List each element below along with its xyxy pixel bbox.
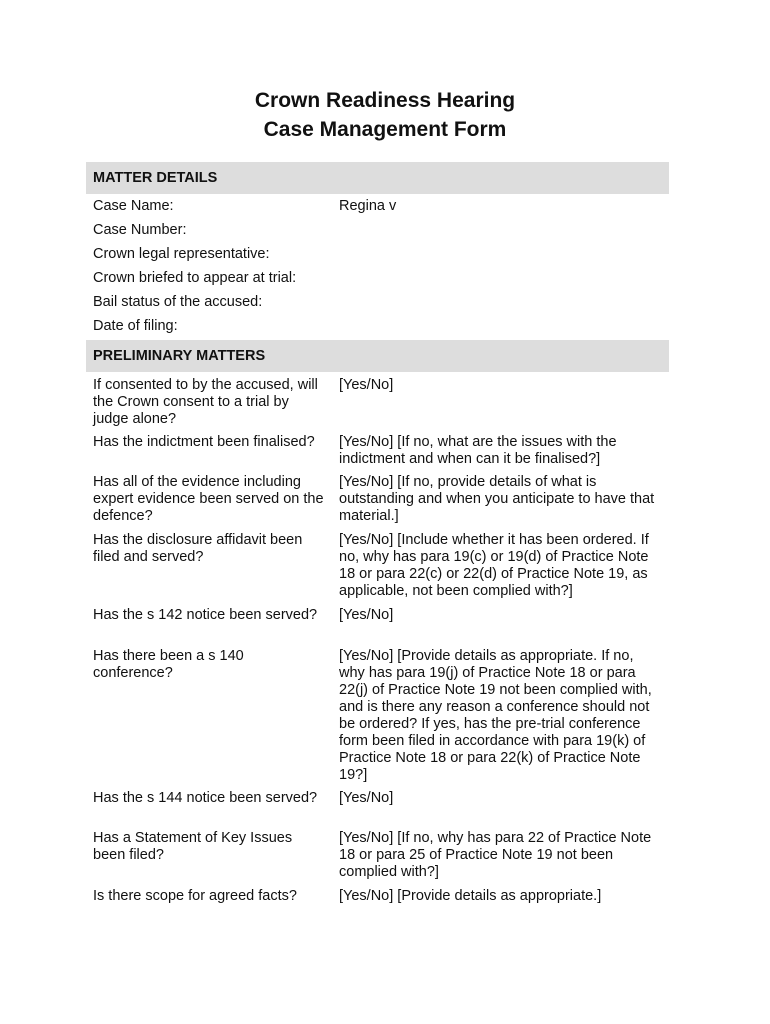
matter-details-header: MATTER DETAILS (86, 162, 669, 194)
question-row-disclosure-affidavit (86, 532, 669, 607)
question-label: Is there scope for agreed facts? (93, 888, 297, 904)
detail-row-bail-status (86, 290, 669, 314)
case-management-form (86, 162, 669, 912)
detail-label: Bail status of the accused: (93, 293, 263, 310)
matter-details-section (86, 194, 669, 338)
page-title (0, 86, 770, 144)
detail-row-case-number (86, 218, 669, 242)
question-label: Has the indictment been finalised? (93, 434, 315, 450)
answer-value: [Yes/No] (339, 790, 394, 806)
detail-row-case-name (86, 194, 669, 218)
detail-row-date-of-filing (86, 314, 669, 338)
question-label: Has all of the evidence including expert evidence been served on the defence? (93, 474, 324, 524)
question-label: Has a Statement of Key Issues been filed? (93, 830, 293, 863)
detail-label: Case Number: (93, 221, 187, 238)
question-row-indictment (86, 434, 669, 474)
question-label: If consented to by the accused, will the Crown consent to a trial by judge alone? (93, 377, 318, 427)
answer-value: [Yes/No] [If no, why has para 22 of Practice Note 18 or para 25 of Practice Note 19 not been complied with?] (339, 830, 652, 880)
answer-value: [Yes/No] (339, 377, 394, 393)
detail-value: Regina v (339, 197, 397, 214)
question-label: Has the disclosure affidavit been filed and served? (93, 532, 303, 565)
detail-label: Crown legal representative: (93, 245, 270, 262)
question-row-evidence-served (86, 474, 669, 532)
title-line-1: Crown Readiness Hearing (254, 89, 516, 112)
question-label: Has the s 142 notice been served? (93, 607, 318, 623)
question-row-agreed-facts (86, 888, 669, 912)
question-row-s144-notice (86, 790, 669, 830)
detail-label: Crown briefed to appear at trial: (93, 269, 297, 286)
answer-value: [Yes/No] [Provide details as appropriate.] (339, 888, 602, 904)
preliminary-matters-header: PRELIMINARY MATTERS (86, 340, 669, 372)
question-row-judge-alone (86, 377, 669, 434)
question-label: Has there been a s 140 conference? (93, 648, 244, 681)
detail-label: Case Name: (93, 197, 174, 214)
answer-value: [Yes/No] [If no, what are the issues with the indictment and when can it be finalised?] (339, 434, 617, 467)
title-line-2: Case Management Form (263, 118, 507, 141)
question-row-s140-conference (86, 648, 669, 790)
question-row-s142-notice (86, 607, 669, 648)
detail-row-crown-representative (86, 242, 669, 266)
question-row-key-issues (86, 830, 669, 888)
detail-row-crown-briefed (86, 266, 669, 290)
detail-label: Date of filing: (93, 317, 178, 334)
answer-value: [Yes/No] [Include whether it has been ordered. If no, why has para 19(c) or 19(d) of Practice Note 18 or para 22(c) or 22(d) of Practice Note 19, as applicable, not been complied with?] (339, 532, 649, 599)
preliminary-matters-section (86, 377, 669, 912)
answer-value: [Yes/No] (339, 607, 394, 623)
answer-value: [Yes/No] [Provide details as appropriate. If no, why has para 19(j) of Practice Note 18 or para 22(j) of Practice Note 19 not been complied with, and is there any reason a conference should not be ordered? If yes, has the pre-trial conference form been filed in accordance with para 19(k) of Practice Note 18 or para 22(k) of Practice Note 19?] (339, 648, 652, 783)
question-label: Has the s 144 notice been served? (93, 790, 318, 806)
answer-value: [Yes/No] [If no, provide details of what is outstanding and when you anticipate to have that material.] (339, 474, 655, 524)
